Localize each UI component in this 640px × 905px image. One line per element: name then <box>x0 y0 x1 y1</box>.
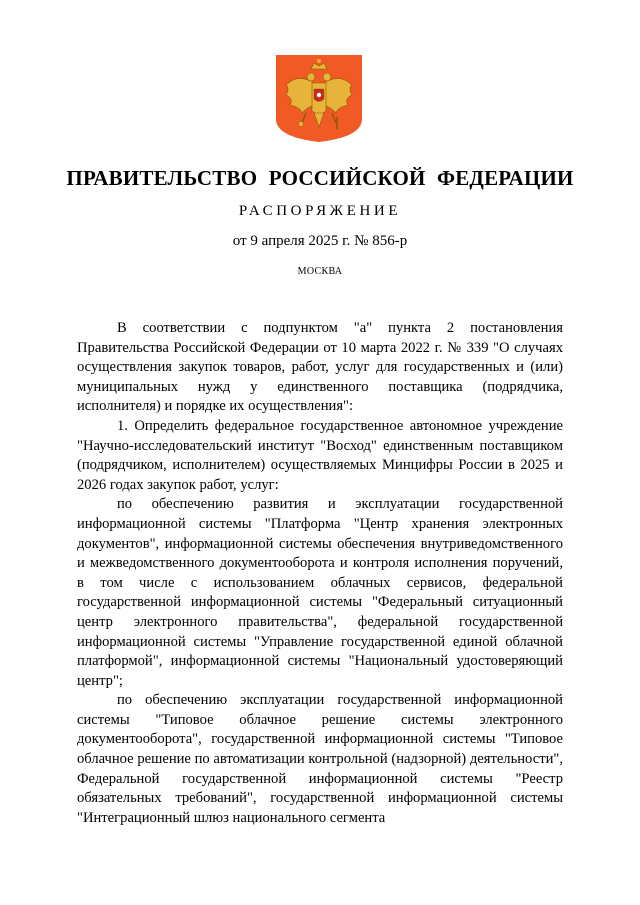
document-body <box>77 319 563 828</box>
issuer-heading: ПРАВИТЕЛЬСТВО РОССИЙСКОЙ ФЕДЕРАЦИИ <box>66 166 574 190</box>
document-type: РАСПОРЯЖЕНИЕ <box>238 203 402 219</box>
paragraph-subitem-development: по обеспечению развития и эксплуатации государственной информационной системы "Платформа "Центр хранения электронных документов", информационной системы обеспечения внутриведомственного и межведомственного документооборота и контроля исполнения поручений, в том числе с использованием облачных сервисов, федеральной государственной информационной системы "Федеральный ситуационный центр электронного правительства", федеральной государственной информационной системы "Управление государственной единой облачной платформой", информационной системы "Национальный удостоверяющий центр"; <box>77 496 563 689</box>
paragraph-subitem-operation: по обеспечению эксплуатации государственной информационной системы "Типовое облачное решение системы электронного документооборота", государственной информационной системы "Типовое облачное решение по автоматизации контрольной (надзорной) деятельности", Федеральной государственной информационной системы "Реестр обязательных требований", государственной информационной системы "Интеграционный шлюз национального сегмента <box>77 692 563 826</box>
document-date-number: от 9 апреля 2025 г. № 856-р <box>232 233 408 249</box>
paragraph-preamble: В соответствии с подпунктом "а" пункта 2 постановления Правительства Российской Федерации от 10 марта 2022 г. № 339 "О случаях осуществления закупок товаров, работ, услуг для государственных и (или) муниципальных нужд у единственного поставщика (подрядчика, исполнителя) и порядке их осуществления": <box>77 320 563 415</box>
russian-coat-of-arms-icon <box>276 55 362 142</box>
issue-city: МОСКВА <box>297 266 343 277</box>
paragraph-item-1: 1. Определить федеральное государственное автономное учреждение "Научно-исследовательский институт "Восход" единственным поставщиком (подрядчиком, исполнителем) осуществляемых Минцифры России в 2025 и 2026 годах закупок работ, услуг: <box>77 417 563 493</box>
